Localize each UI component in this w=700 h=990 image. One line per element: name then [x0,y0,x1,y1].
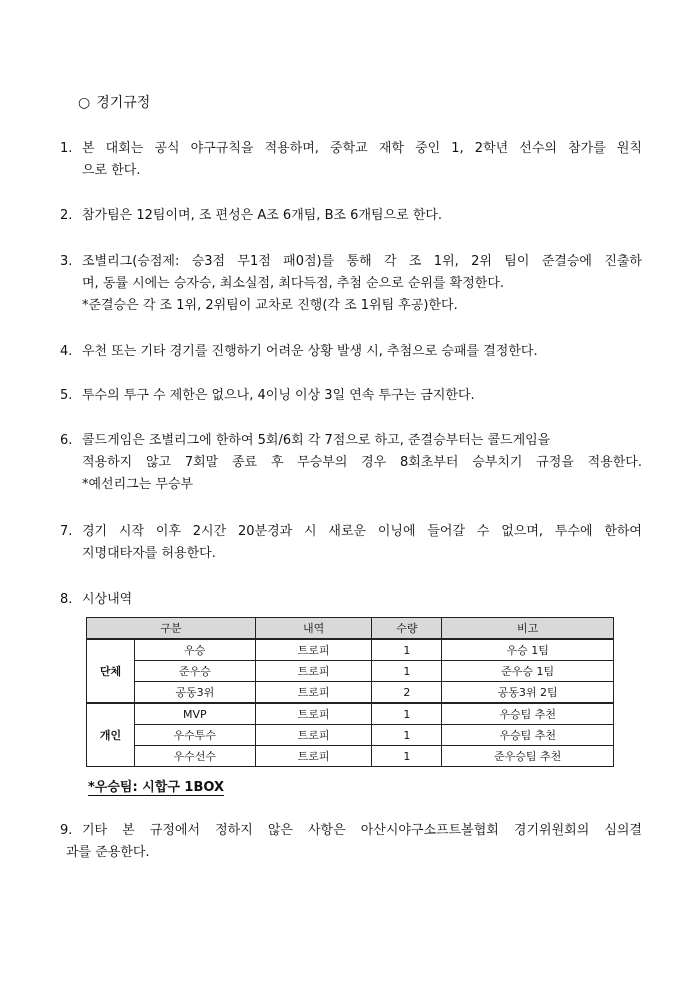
qty-cell: 1 [372,703,442,725]
item-cell: 트로피 [255,703,372,725]
note-cell: 준우승 1팀 [442,661,614,682]
table-row [87,746,614,767]
table-header-row [87,618,614,640]
table-row [87,725,614,746]
qty-cell: 1 [372,725,442,746]
rule-number: 7. [60,524,73,539]
note-cell: 준우승팀 추천 [442,746,614,767]
rule-item-8 [60,589,642,611]
rule-number: 6. [60,433,73,448]
rule-text-continued: 며, 동률 시에는 승자승, 최소실점, 최다득점, 추첨 순으로 순위를 확정한다. [82,276,505,291]
rule-number: 9. [60,823,73,838]
rule-text-continued: 으로 한다. [82,163,141,178]
table-row [87,661,614,682]
rule-item-4 [60,341,642,363]
note-cell: 우승팀 추천 [442,725,614,746]
section-title: 경기규정 [96,95,151,111]
table-row [87,639,614,661]
rule-text-continued: 적용하지 않고 7회말 종료 후 무승부의 경우 8회초부터 승부치기 규정을 적용한다. [82,455,642,470]
rule-text: 기타 본 규정에서 정하지 않은 사항은 아산시야구소프트볼협회 경기위원회의 심의결 [82,823,642,838]
qty-cell: 1 [372,639,442,661]
table-row [87,682,614,704]
rule-number: 1. [60,141,73,156]
award-cell: 우수투수 [134,725,255,746]
prize-note-text: *우승팀: 시합구 1BOX [88,780,224,795]
note-cell: 우승 1팀 [442,639,614,661]
item-cell: 트로피 [255,725,372,746]
column-header: 비고 [442,618,614,640]
awards-table [86,617,614,767]
award-cell: 준우승 [134,661,255,682]
table-row [87,703,614,725]
rule-item-3 [60,251,642,317]
award-cell: 우승 [134,639,255,661]
qty-cell: 1 [372,661,442,682]
rule-item-5 [60,385,642,407]
rule-item-1 [60,138,642,182]
rule-text: 경기 시작 이후 2시간 20분경과 시 새로운 이닝에 들어갈 수 없으며, 투수에 한하여 [82,524,642,539]
qty-cell: 1 [372,746,442,767]
rule-text: 우천 또는 기타 경기를 진행하기 어려운 상황 발생 시, 추첨으로 승패를 결정한다. [82,344,538,359]
rule-item-7 [60,521,642,565]
rule-number: 8. [60,592,73,607]
rule-text: 참가팀은 12팀이며, 조 편성은 A조 6개팀, B조 6개팀으로 한다. [82,208,443,223]
rule-text: 시상내역 [82,592,133,607]
rule-text-continued: 과를 준용한다. [66,845,150,860]
note-cell: 공동3위 2팀 [442,682,614,704]
section-heading [78,92,150,112]
rule-item-9 [60,820,642,864]
award-cell: 공동3위 [134,682,255,704]
column-header: 수량 [372,618,442,640]
rule-text: 본 대회는 공식 야구규칙을 적용하며, 중학교 재학 중인 1, 2학년 선수의 참가를 원칙 [82,141,642,156]
rule-item-2 [60,205,642,227]
item-cell: 트로피 [255,661,372,682]
group-label-individual: 개인 [87,703,135,767]
prize-note [88,776,224,795]
item-cell: 트로피 [255,746,372,767]
item-cell: 트로피 [255,682,372,704]
qty-cell: 2 [372,682,442,704]
rule-text: 투수의 투구 수 제한은 없으나, 4이닝 이상 3일 연속 투구는 금지한다. [82,388,475,403]
column-header: 내역 [255,618,372,640]
rule-text-continued: 지명대타자를 허용한다. [82,546,216,561]
rule-text: 조별리그(승점제: 승3점 무1점 패0점)를 통해 각 조 1위, 2위 팀이 준결승에 진출하 [82,254,642,269]
rule-footnote: *준결승은 각 조 1위, 2위팀이 교차로 진행(각 조 1위팀 후공)한다. [82,298,458,313]
item-cell: 트로피 [255,639,372,661]
rule-item-6 [60,430,642,496]
rule-number: 5. [60,388,73,403]
rule-footnote: *예선리그는 무승부 [82,477,194,492]
award-cell: MVP [134,703,255,725]
group-label-team: 단체 [87,639,135,703]
circle-bullet-icon: ○ [78,95,91,111]
award-cell: 우수선수 [134,746,255,767]
note-cell: 우승팀 추천 [442,703,614,725]
column-header: 구분 [87,618,256,640]
rule-number: 2. [60,208,73,223]
rule-text: 콜드게임은 조별리그에 한하여 5회/6회 각 7점으로 하고, 준결승부터는 콜드게임을 [82,433,551,448]
rule-number: 4. [60,344,73,359]
rule-number: 3. [60,254,73,269]
